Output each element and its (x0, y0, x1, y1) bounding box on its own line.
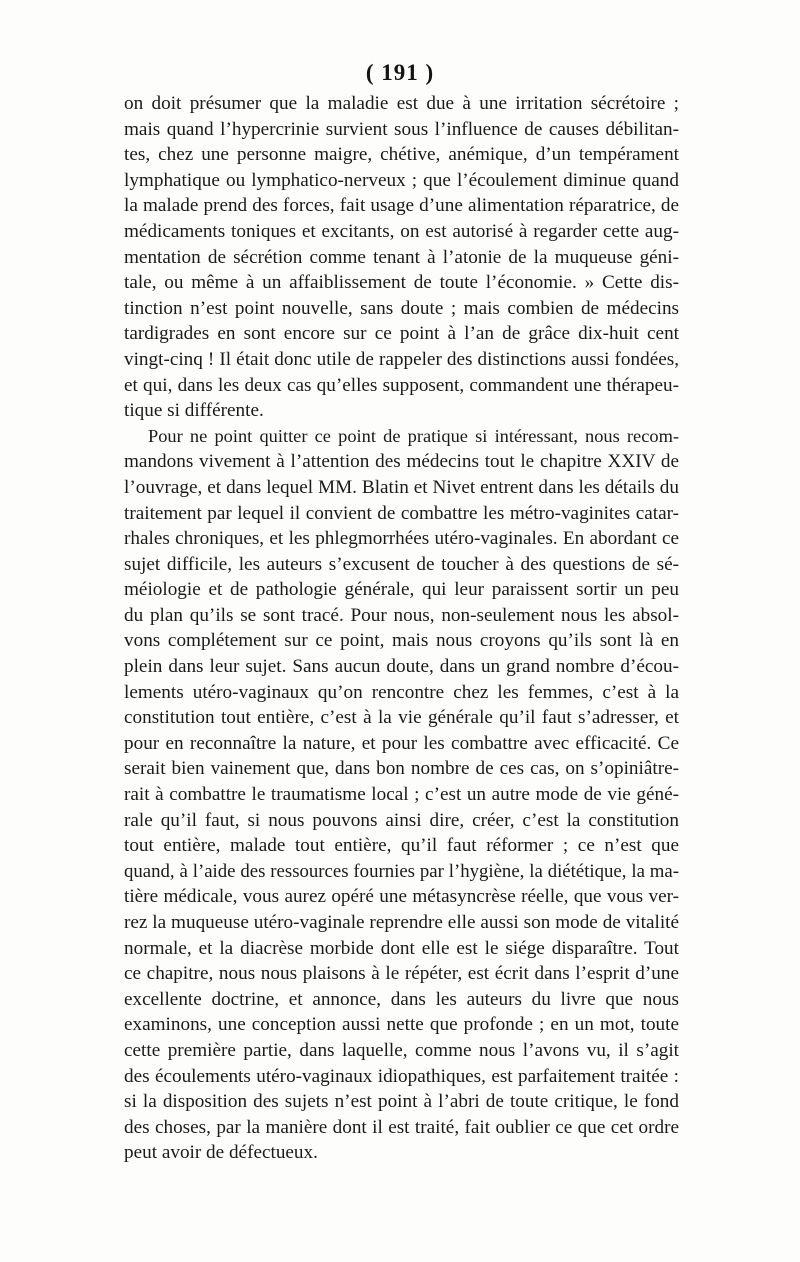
text-line: examinons, une conception aussi nette que profonde ; en un mot, toute (124, 1014, 679, 1036)
text-line: tique si différente. (124, 400, 264, 422)
text-line: sujet difficile, les auteurs s’excusent de toucher à des questions de sé- (124, 553, 679, 575)
text-line: mandons vivement à l’attention des médecins tout le chapitre XXIV de (124, 451, 679, 473)
text-line: rait à combattre le traumatisme local ; c’est un autre mode de vie géné- (124, 784, 679, 806)
paragraph-1 (124, 91, 679, 424)
text-line: l’ouvrage, et dans lequel MM. Blatin et Nivet entrent dans les détails du (124, 476, 679, 498)
text-line: lements utéro-vaginaux qu’on rencontre chez les femmes, c’est à la (124, 681, 679, 703)
text-line: traitement par lequel il convient de combattre les métro-vaginites catar- (124, 502, 679, 524)
text-line: plein dans leur sujet. Sans aucun doute, dans un grand nombre d’écou- (124, 656, 679, 678)
text-line: tale, ou même à un affaiblissement de toute l’économie. » Cette dis- (124, 272, 679, 294)
text-line: mentation de sécrétion comme tenant à l’atonie de la muqueuse géni- (124, 246, 679, 268)
text-line: si la disposition des sujets n’est point à l’abri de toute critique, le fond (124, 1091, 679, 1113)
text-line: serait bien vainement que, dans bon nombre de ces cas, on s’opiniâtre- (124, 758, 679, 780)
text-line: lymphatique ou lymphatico-nerveux ; que l’écoulement diminue quand (124, 169, 679, 191)
text-line: cette première partie, dans laquelle, comme nous l’avons vu, il s’agit (124, 1039, 679, 1061)
text-line: vons complétement sur ce point, mais nous croyons qu’ils sont là en (124, 630, 679, 652)
text-line: peut avoir de défectueux. (124, 1142, 318, 1164)
text-line: tinction n’est point nouvelle, sans doute ; mais combien de médecins (124, 297, 679, 319)
text-line: normale, et la diacrèse morbide dont elle est le siége disparaître. Tout (124, 937, 679, 959)
text-line: tière médicale, vous aurez opéré une métasyncrèse réelle, que vous ver- (124, 886, 679, 908)
text-line: tardigrades en sont encore sur ce point à l’an de grâce dix-huit cent (124, 323, 679, 345)
text-line: excellente doctrine, et annonce, dans les auteurs du livre que nous (124, 988, 679, 1010)
page-number: ( 191 ) (365, 60, 435, 85)
text-line: et qui, dans les deux cas qu’elles supposent, commandent une thérapeu- (124, 374, 679, 396)
text-line: ce chapitre, nous nous plaisons à le répéter, est écrit dans l’esprit d’une (124, 963, 679, 985)
text-line: rale qu’il faut, si nous pouvons ainsi dire, créer, c’est la constitution (124, 809, 679, 831)
text-line: rhales chroniques, et les phlegmorrhées utéro-vaginales. En abordant ce (124, 528, 679, 550)
text-line: constitution tout entière, c’est à la vie générale qu’il faut s’adresser, et (124, 707, 679, 729)
text-line: des écoulements utéro-vaginaux idiopathiques, est parfaitement traitée : (124, 1065, 679, 1087)
text-line: vingt-cinq ! Il était donc utile de rappeler des distinctions aussi fondées, (124, 348, 679, 370)
text-line: médicaments toniques et excitants, on est autorisé à regarder cette aug- (124, 220, 679, 242)
text-line: quand, à l’aide des ressources fournies par l’hygiène, la diététique, la ma- (124, 860, 679, 882)
body-text (124, 91, 679, 1166)
paragraph-2 (124, 424, 679, 1166)
text-line: mais quand l’hypercrinie survient sous l’influence de causes débilitan- (124, 118, 679, 140)
text-line: la malade prend des forces, fait usage d’une alimentation réparatrice, de (124, 195, 679, 217)
text-line: on doit présumer que la maladie est due à une irritation sécrétoire ; (124, 93, 679, 114)
text-line: du plan qu’ils se sont tracé. Pour nous, non-seulement nous les absol- (124, 604, 679, 626)
text-line: rez la muqueuse utéro-vaginale reprendre elle aussi son mode de vitalité (124, 912, 679, 933)
text-line: méiologie et de pathologie générale, qui leur paraissent sortir un peu (124, 579, 679, 601)
text-line: tes, chez une personne maigre, chétive, anémique, d’un tempérament (124, 144, 679, 166)
text-line: Pour ne point quitter ce point de pratique si intéressant, nous recom- (148, 425, 679, 446)
text-line: tout entière, malade tout entière, qu’il faut réformer ; ce n’est que (124, 835, 679, 857)
text-line: des choses, par la manière dont il est traité, fait oublier ce que cet ordre (124, 1116, 679, 1138)
text-line: pour en reconnaître la nature, et pour les combattre avec efficacité. Ce (124, 732, 679, 754)
